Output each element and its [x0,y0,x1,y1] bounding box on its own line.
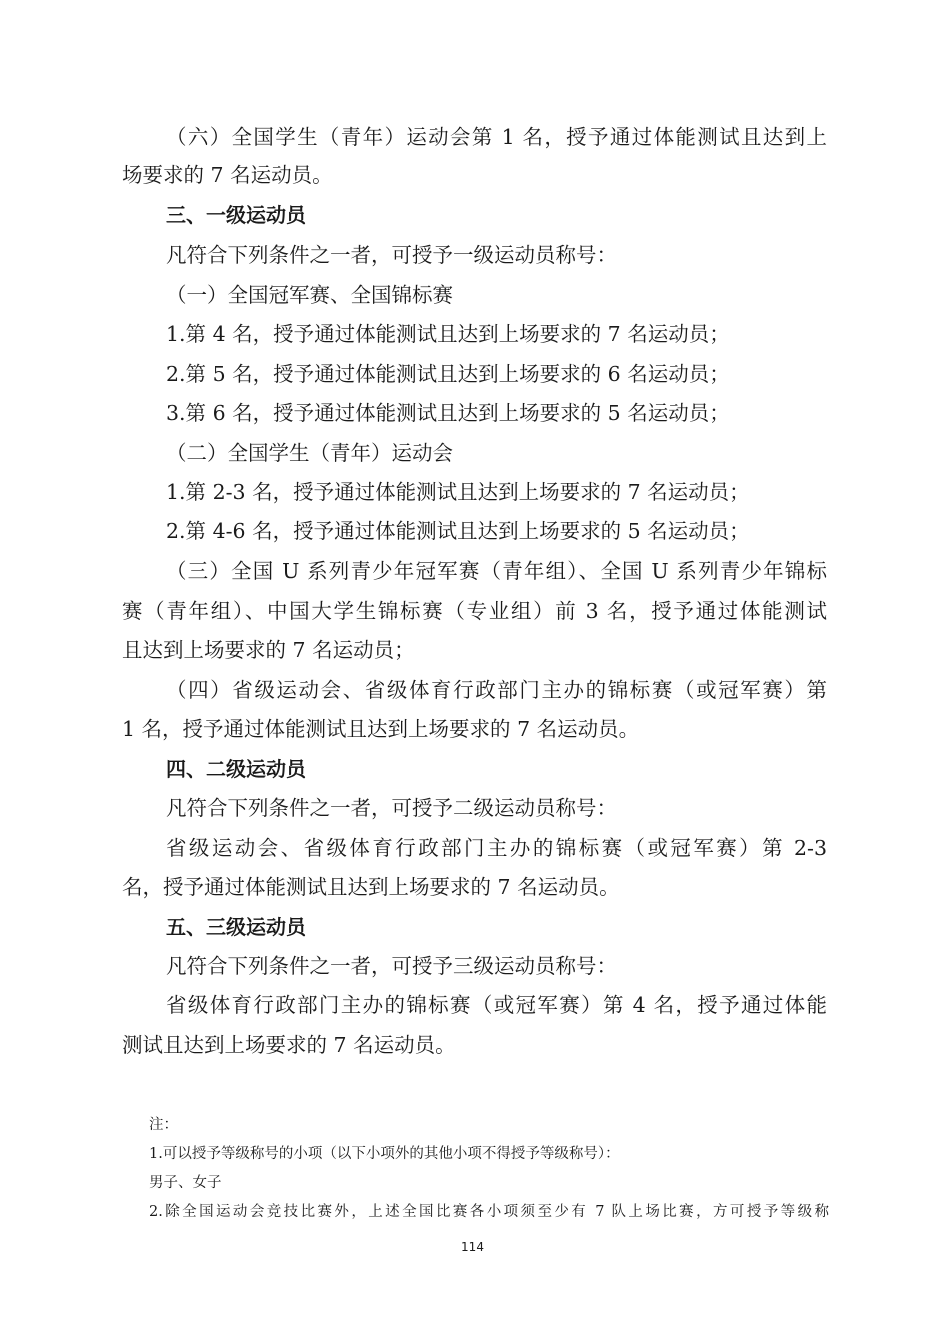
note-item: 2.除全国运动会竞技比赛外，上述全国比赛各小项须至少有 7 队上场比赛，方可授予等级称 [149,1204,829,1220]
section-heading-level1: 三、一级运动员 [166,203,306,227]
paragraph-line: 凡符合下列条件之一者，可授予一级运动员称号： [166,243,617,267]
paragraph-line: 1 名，授予通过体能测试且达到上场要求的 7 名运动员。 [122,717,640,741]
paragraph-line: 省级体育行政部门主办的锦标赛（或冠军赛）第 4 名，授予通过体能 [166,993,827,1017]
paragraph-line: 省级运动会、省级体育行政部门主办的锦标赛（或冠军赛）第 2-3 [166,836,827,860]
paragraph-line: 赛（青年组）、中国大学生锦标赛（专业组）前 3 名，授予通过体能测试 [122,599,827,623]
paragraph-line: 测试且达到上场要求的 7 名运动员。 [122,1033,456,1057]
paragraph-line: 名，授予通过体能测试且达到上场要求的 7 名运动员。 [122,875,620,899]
paragraph-line: （六）全国学生（青年）运动会第 1 名，授予通过体能测试且达到上 [166,125,827,149]
note-label: 注： [149,1117,178,1133]
paragraph-line: 且达到上场要求的 7 名运动员； [122,638,415,662]
paragraph-line: 场要求的 7 名运动员。 [122,163,333,187]
list-item: 1.第 4 名，授予通过体能测试且达到上场要求的 7 名运动员； [166,322,730,346]
section-heading-level1: 四、二级运动员 [166,757,306,781]
list-item: 2.第 4-6 名，授予通过体能测试且达到上场要求的 5 名运动员； [166,519,750,543]
note-item: 男子、女子 [149,1175,222,1191]
note-item: 1.可以授予等级称号的小项（以下小项外的其他小项不得授予等级称号）： [149,1146,620,1162]
paragraph-line: （三）全国 U 系列青少年冠军赛（青年组）、全国 U 系列青少年锦标 [166,559,827,583]
subsection-heading: （二）全国学生（青年）运动会 [166,441,453,465]
paragraph-line: （四）省级运动会、省级体育行政部门主办的锦标赛（或冠军赛）第 [166,678,827,702]
list-item: 3.第 6 名，授予通过体能测试且达到上场要求的 5 名运动员； [166,401,730,425]
list-item: 2.第 5 名，授予通过体能测试且达到上场要求的 6 名运动员； [166,362,730,386]
paragraph-line: 凡符合下列条件之一者，可授予三级运动员称号： [166,954,617,978]
subsection-heading: （一）全国冠军赛、全国锦标赛 [166,283,453,307]
page-number: 114 [461,1240,484,1254]
section-heading-level1: 五、三级运动员 [166,915,306,939]
paragraph-line: 凡符合下列条件之一者，可授予二级运动员称号： [166,796,617,820]
list-item: 1.第 2-3 名，授予通过体能测试且达到上场要求的 7 名运动员； [166,480,750,504]
